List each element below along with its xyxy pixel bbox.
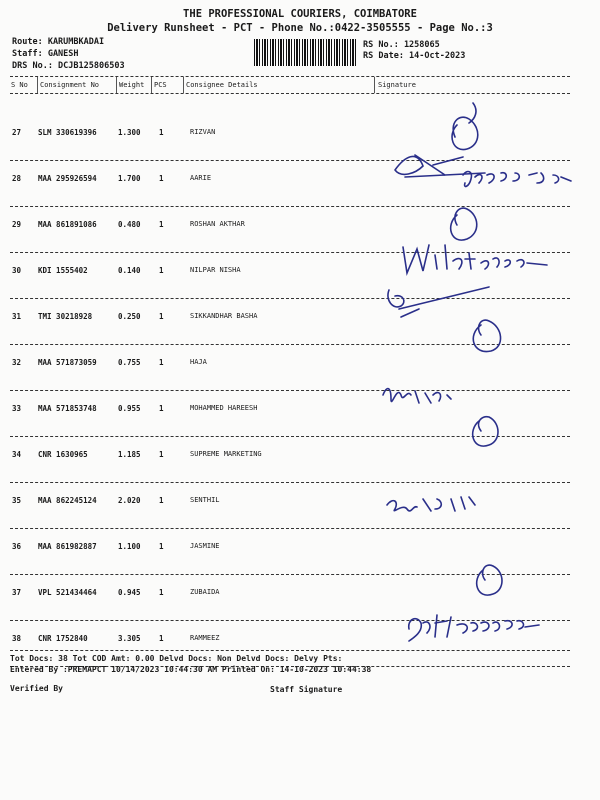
- row-consignment-no: MAA 861982887: [38, 542, 97, 551]
- rs-date: RS Date: 14-Oct-2023: [363, 51, 466, 61]
- row-pcs: 1: [159, 634, 164, 643]
- rs-number: RS No.: 1258065: [363, 40, 440, 50]
- row-consignee: SIKKANDHAR BASHA: [190, 312, 258, 320]
- row-sno: 36: [12, 542, 22, 551]
- row-consignment-no: KDI 1555402: [38, 266, 88, 275]
- row-weight: 0.755: [118, 358, 141, 367]
- row-consignee: ZUBAIDA: [190, 588, 220, 596]
- row-consignee: ROSHAN AKTHAR: [190, 220, 245, 228]
- row-sno: 37: [12, 588, 22, 597]
- row-weight: 2.020: [118, 496, 141, 505]
- col-signature: Signature: [378, 81, 416, 89]
- col-consignment: Consignment No: [40, 81, 100, 89]
- row-weight: 1.700: [118, 174, 141, 183]
- col-divider: [37, 77, 38, 93]
- row-weight: 1.300: [118, 128, 141, 137]
- footer-entered: Entered By :PREMAPCT 10/14/2023 10:44:30 AM Printed On: 14-10-2023 10:44:38: [10, 665, 372, 674]
- row-consignee: AARIE: [190, 174, 212, 182]
- barcode-image: [254, 39, 358, 66]
- row-consignee: SENTHIL: [190, 496, 220, 504]
- row-sno: 33: [12, 404, 22, 413]
- row-consignment-no: MAA 862245124: [38, 496, 97, 505]
- row-pcs: 1: [159, 128, 164, 137]
- row-consignee: JASMINE: [190, 542, 220, 550]
- row-pcs: 1: [159, 450, 164, 459]
- col-pcs: PCS: [154, 81, 167, 89]
- header-bottom-rule: [10, 93, 570, 94]
- row-pcs: 1: [159, 312, 164, 321]
- document-title: THE PROFESSIONAL COURIERS, COIMBATORE: [183, 8, 417, 20]
- row-pcs: 1: [159, 588, 164, 597]
- signature-mark: [409, 615, 539, 641]
- row-consignee: NILPAR NISHA: [190, 266, 241, 274]
- row-weight: 0.480: [118, 220, 141, 229]
- row-pcs: 1: [159, 542, 164, 551]
- row-sno: 30: [12, 266, 22, 275]
- signature-mark: [387, 497, 475, 511]
- row-weight: 0.955: [118, 404, 141, 413]
- row-pcs: 1: [159, 174, 164, 183]
- col-consignee: Consignee Details: [186, 81, 258, 89]
- row-pcs: 1: [159, 358, 164, 367]
- row-weight: 0.250: [118, 312, 141, 321]
- row-consignment-no: MAA 571873059: [38, 358, 97, 367]
- row-consignment-no: TMI 30218928: [38, 312, 93, 321]
- signature-mark: [473, 417, 498, 446]
- row-pcs: 1: [159, 496, 164, 505]
- signature-mark: [452, 103, 478, 150]
- staff-signature-label: Staff Signature: [270, 685, 343, 694]
- row-sno: 29: [12, 220, 22, 229]
- signature-mark: [463, 172, 571, 187]
- signature-mark: [473, 320, 500, 351]
- row-consignee: MOHAMMED HAREESH: [190, 404, 258, 412]
- row-consignee: RAMMEEZ: [190, 634, 220, 642]
- col-sno: S No: [11, 81, 28, 89]
- row-weight: 1.100: [118, 542, 141, 551]
- row-sno: 35: [12, 496, 22, 505]
- col-divider: [116, 77, 117, 93]
- signature-mark: [477, 565, 502, 595]
- row-sno: 31: [12, 312, 22, 321]
- row-consignee: HAJA: [190, 358, 207, 366]
- col-divider: [183, 77, 184, 93]
- row-weight: 3.305: [118, 634, 141, 643]
- row-consignment-no: VPL 521434464: [38, 588, 97, 597]
- row-consignment-no: MAA 295926594: [38, 174, 97, 183]
- row-sno: 38: [12, 634, 22, 643]
- table-bottom-rule: [10, 650, 570, 651]
- row-pcs: 1: [159, 266, 164, 275]
- drs-number: DRS No.: DCJB125806503: [12, 61, 125, 71]
- row-weight: 0.140: [118, 266, 141, 275]
- row-sno: 27: [12, 128, 22, 137]
- signature-mark: [388, 287, 489, 317]
- footer-totals: Tot Docs: 38 Tot COD Amt: 0.00 Delvd Docs: Non Delvd Docs: Delvy Pts:: [10, 654, 343, 663]
- row-pcs: 1: [159, 404, 164, 413]
- signatures-svg: [375, 95, 575, 665]
- row-sno: 32: [12, 358, 22, 367]
- signature-mark: [451, 208, 477, 240]
- row-consignment-no: CNR 1630965: [38, 450, 88, 459]
- row-sno: 34: [12, 450, 22, 459]
- row-weight: 0.945: [118, 588, 141, 597]
- row-consignee: SUPREME MARKETING: [190, 450, 262, 458]
- col-divider: [151, 77, 152, 93]
- col-divider: [374, 77, 375, 93]
- row-consignment-no: SLM 330619396: [38, 128, 97, 137]
- col-weight: Weight: [119, 81, 145, 89]
- document-subtitle: Delivery Runsheet - PCT - Phone No.:0422-3505555 - Page No.:3: [107, 22, 493, 34]
- row-consignment-no: MAA 861891086: [38, 220, 97, 229]
- row-consignment-no: MAA 571853748: [38, 404, 97, 413]
- row-consignee: RIZVAN: [190, 128, 216, 136]
- staff-label: Staff: GANESH: [12, 49, 79, 59]
- row-consignment-no: CNR 1752840: [38, 634, 88, 643]
- verified-by-label: Verified By: [10, 684, 63, 693]
- row-pcs: 1: [159, 220, 164, 229]
- row-sno: 28: [12, 174, 22, 183]
- header-top-rule: [10, 76, 570, 77]
- signature-mark: [383, 389, 451, 403]
- row-weight: 1.185: [118, 450, 141, 459]
- route-label: Route: KARUMBKADAI: [12, 37, 105, 47]
- signature-mark: [403, 245, 547, 273]
